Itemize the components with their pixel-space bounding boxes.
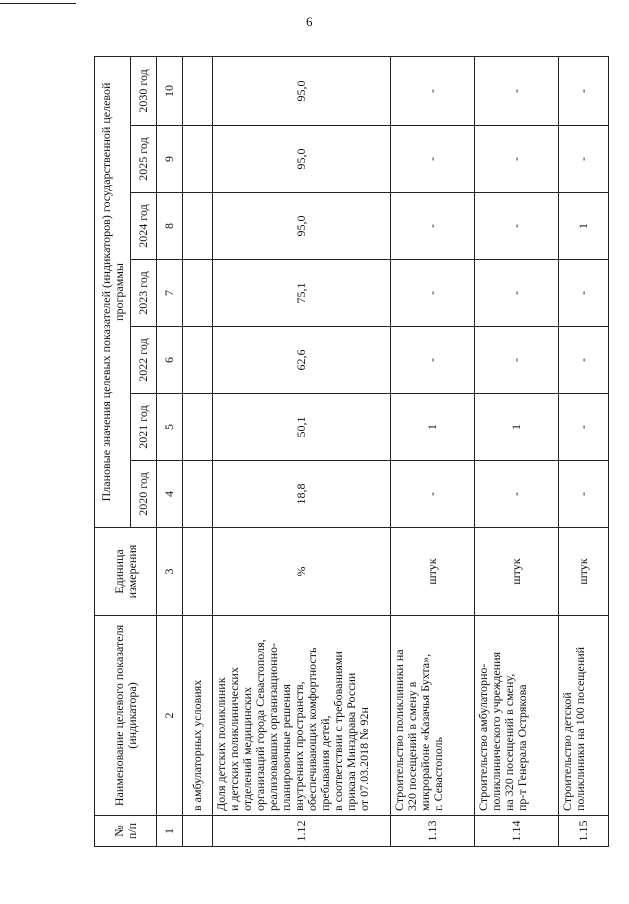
value-cell: - [475, 193, 559, 260]
header-year: 2025 год [131, 126, 157, 193]
value-cell: - [559, 327, 609, 394]
value-cell: 50,1 [213, 394, 391, 461]
column-number: 5 [157, 394, 183, 461]
column-number: 3 [157, 528, 183, 616]
row-number: 1.13 [391, 816, 475, 847]
indicator-name: Строительство амбулаторно- поликлинического учреждения на 320 посещений в смену, пр-т Генерала Острякова [475, 616, 559, 816]
value-cell: 75,1 [213, 260, 391, 327]
value-cell: 95,0 [213, 193, 391, 260]
value-cell: - [559, 394, 609, 461]
row-number: 1.14 [475, 816, 559, 847]
value-cell: - [475, 461, 559, 528]
table-row [475, 56, 559, 846]
value-cell: - [559, 126, 609, 193]
header-unit: Единица измерения [95, 528, 157, 616]
value-cell: - [391, 193, 475, 260]
header-year: 2022 год [131, 327, 157, 394]
column-number: 4 [157, 461, 183, 528]
value-cell: - [559, 260, 609, 327]
value-cell: - [475, 327, 559, 394]
table-row [391, 56, 475, 846]
value-cell: 1 [391, 394, 475, 461]
value-cell: - [391, 461, 475, 528]
value-cell: 18,8 [213, 461, 391, 528]
header-rule [0, 3, 76, 4]
column-number: 8 [157, 193, 183, 260]
unit-cell: штук [391, 528, 475, 616]
value-cell: - [475, 126, 559, 193]
rotated-table-container [94, 57, 629, 847]
header-name: Наименование целевого показателя (индикатора) [95, 616, 157, 816]
row-number: 1.12 [213, 816, 391, 847]
header-year: 2023 год [131, 260, 157, 327]
value-cell: - [391, 56, 475, 125]
value-cell: 95,0 [213, 126, 391, 193]
value-cell: - [391, 327, 475, 394]
unit-cell: штук [559, 528, 609, 616]
value-cell: 62,6 [213, 327, 391, 394]
value-cell: - [559, 56, 609, 125]
value-cell: - [475, 56, 559, 125]
header-year: 2024 год [131, 193, 157, 260]
value-cell: - [559, 461, 609, 528]
column-number: 7 [157, 260, 183, 327]
value-cell: 1 [559, 193, 609, 260]
value-cell: 1 [475, 394, 559, 461]
value-cell: - [475, 260, 559, 327]
header-year: 2030 год [131, 56, 157, 125]
value-cell: - [391, 126, 475, 193]
numbering-row [157, 56, 183, 846]
column-number: 10 [157, 56, 183, 125]
indicator-name: Строительство поликлиники на 320 посещений в смену в микрорайоне «Казачья Бухта», г. Севастополь [391, 616, 475, 816]
column-number: 6 [157, 327, 183, 394]
indicator-name: Строительство детской поликлиники на 100 посещений [559, 616, 609, 816]
column-number: 9 [157, 126, 183, 193]
table-row [213, 56, 391, 846]
indicator-name: Доля детских поликлиник и детских поликлинических отделений медицинских организаций города Севастополя, реализовавших организационно- планировочные решения внутренних пространств, обеспечивающих комфортность пребывания детей, в соответствии с требованиями приказа Минздрава России от 07.03.2018 № 92н [213, 616, 391, 816]
header-year: 2020 год [131, 461, 157, 528]
value-cell: - [391, 260, 475, 327]
table-row [559, 56, 609, 846]
header-year: 2021 год [131, 394, 157, 461]
header-planned: Плановые значения целевых показателей (индикаторов) государственной целевой программы [95, 56, 131, 527]
row-number: 1.15 [559, 816, 609, 847]
page-number: 6 [306, 14, 313, 29]
subtitle-text: в амбулаторных условиях [183, 616, 213, 816]
value-cell: 95,0 [213, 56, 391, 125]
subtitle-row [183, 56, 213, 846]
column-number: 2 [157, 616, 183, 816]
unit-cell: штук [475, 528, 559, 616]
unit-cell: % [213, 528, 391, 616]
column-number: 1 [157, 816, 183, 847]
indicators-table [94, 56, 609, 847]
header-no: № п/п [95, 816, 157, 847]
